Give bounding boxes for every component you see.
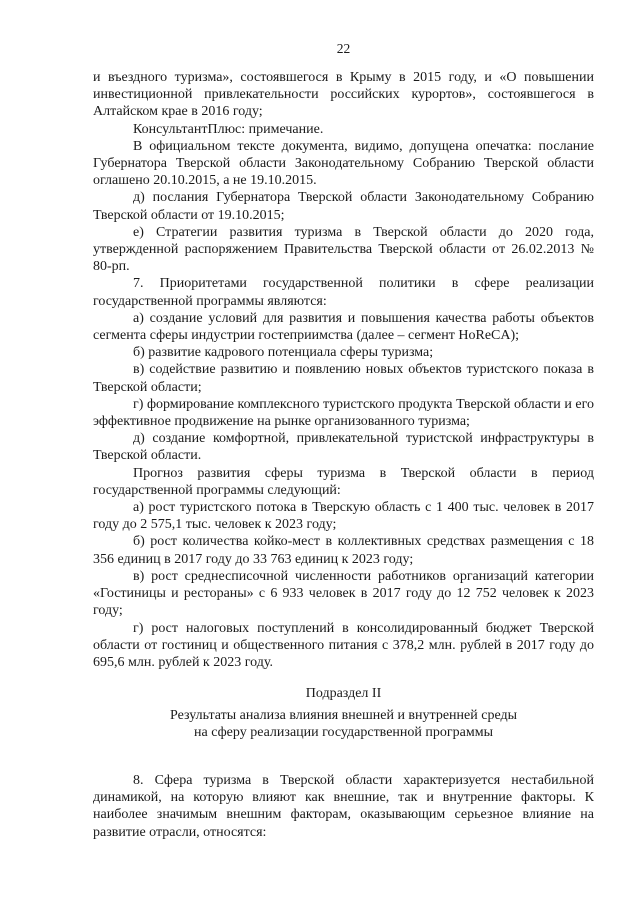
consultant-note-label: КонсультантПлюс: примечание. xyxy=(133,121,324,137)
paragraph: 8. Сфера туризма в Тверской области характеризуется нестабильной динамикой, на которую влияют как внешние, так и внутренние факторы. К наиболее значимым внешним факторам, оказывающим серьезное влияние на развитие отрасли, относятся: xyxy=(93,772,594,840)
section-subtitle-line-2: на сферу реализации государственной программы xyxy=(194,725,493,741)
page-number: 22 xyxy=(336,41,351,56)
list-item: г) рост налоговых поступлений в консолидированный бюджет Тверской области от гостиниц и общественного питания с 378,2 млн. рублей в 2017 году до 695,6 млн. рублей к 2023 году. xyxy=(93,620,594,670)
paragraph: и въездного туризма», состоявшегося в Крыму в 2015 году, и «О повышении инвестиционной привлекательности российских курортов», состоявшегося в Алтайском крае в 2016 году; xyxy=(93,70,594,120)
list-item: а) рост туристского потока в Тверскую область с 1 400 тыс. человек в 2017 году до 2 575,1 тыс. человек к 2023 году; xyxy=(93,500,594,533)
list-item: д) создание комфортной, привлекательной туристской инфраструктуры в Тверской области. xyxy=(93,431,594,464)
body-text-top xyxy=(93,69,594,671)
paragraph: е) Стратегии развития туризма в Тверской области до 2020 года, утвержденной распоряжением Правительства Тверской области от 26.02.2013 № 80-рп. xyxy=(93,224,594,275)
paragraph: д) послания Губернатора Тверской области Законодательному Собранию Тверской области от 19.10.2015; xyxy=(93,190,594,223)
paragraph: Прогноз развития сферы туризма в Тверской области в период государственной программы следующий: xyxy=(93,465,594,498)
list-item: в) рост среднесписочной численности работников организаций категории «Гостиницы и рестораны» с 6 933 человек в 2017 году до 12 752 человек к 2023 году; xyxy=(93,568,594,619)
list-item: б) рост количества койко-мест в коллективных средствах размещения с 18 356 единиц в 2017 году до 33 763 единиц к 2023 году; xyxy=(93,534,594,567)
section-subtitle-line-1: Результаты анализа влияния внешней и внутренней среды xyxy=(170,707,517,723)
body-text-bottom xyxy=(93,772,594,841)
section-title: Подраздел II xyxy=(305,686,382,702)
paragraph: 7. Приоритетами государственной политики в сфере реализации государственной программы являются: xyxy=(93,276,594,309)
list-item: а) создание условий для развития и повышения качества работы объектов сегмента сферы индустрии гостеприимства (далее – сегмент HoReCA); xyxy=(93,310,594,344)
consultant-note-text: В официальном тексте документа, видимо, допущена опечатка: послание Губернатора Тверской области Законодательному Собранию Тверской области оглашено 20.10.2015, а не 19.10.2015. xyxy=(93,138,594,189)
section-heading xyxy=(93,685,594,742)
list-item: б) развитие кадрового потенциала сферы туризма; xyxy=(133,345,434,361)
list-item: в) содействие развитию и появлению новых объектов туристского показа в Тверской области; xyxy=(93,362,594,395)
list-item: г) формирование комплексного туристского продукта Тверской области и его эффективное продвижение на рынке организованного туризма; xyxy=(93,396,594,430)
